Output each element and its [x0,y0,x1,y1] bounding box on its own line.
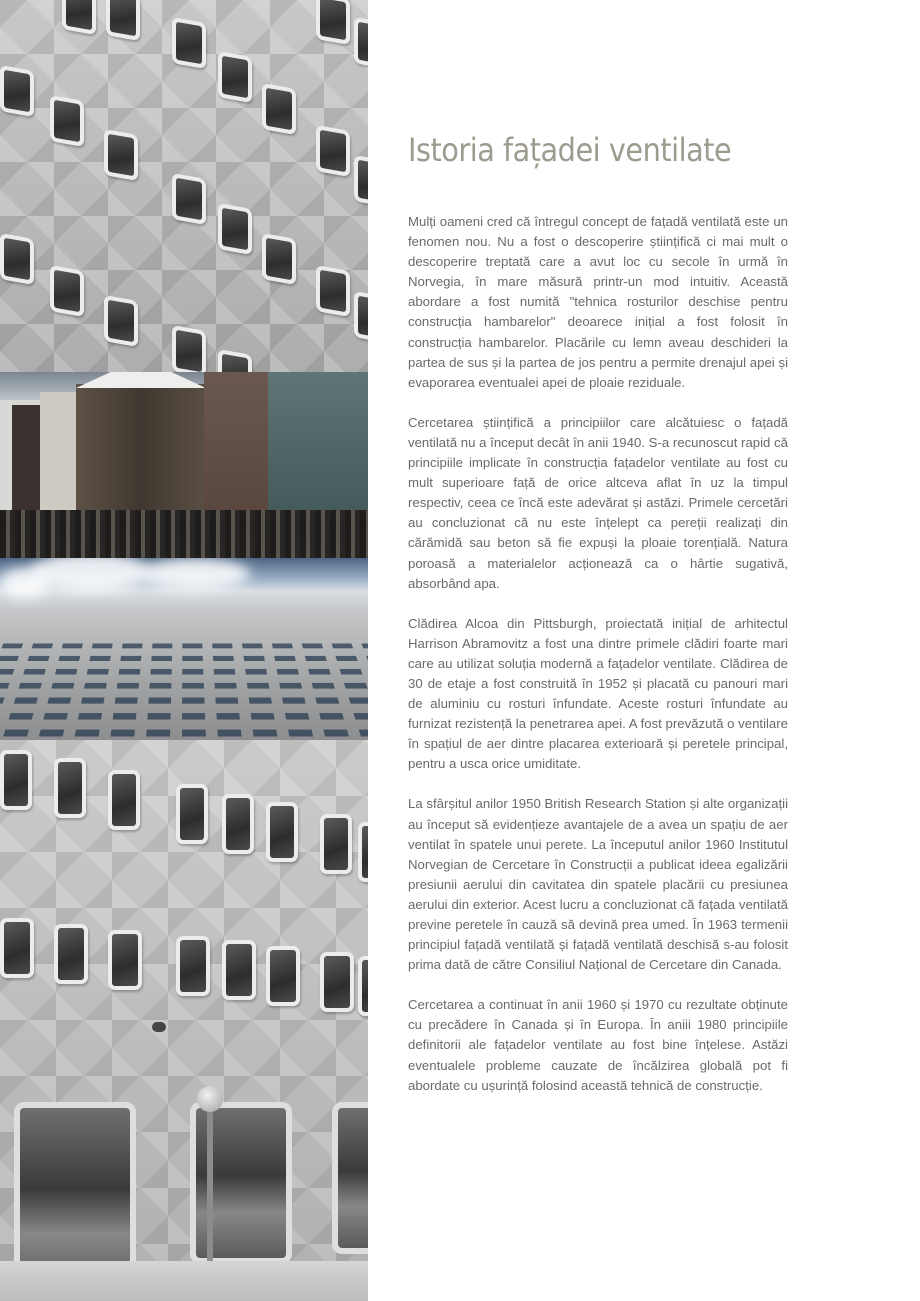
ground-facade-photo [0,740,368,1301]
skyscraper-photo [0,558,368,740]
photo-collage [0,0,368,1301]
paragraph-2: Cercetarea științifică a principiilor care alcătuiesc o fațadă ventilată nu a început decât în anii 1940. S-a recunoscut rapid că principiile implicate în construcția fațadelor ventilate au fost cu mult superioare față de orice altceva aflat în uz la timpul respectiv, ceea ce încă este adevărat și astăzi. Primele cercetări au concluzionat că nu este înțelept ca pereții realizați din cărămidă sau beton să fie expuși la ploaie torențială. Natura poroasă a materialelor acționează ca o hârtie sugativă, absorbând apa. [408,414,788,591]
paragraph-3: Clădirea Alcoa din Pittsburgh, proiectată inițial de arhitectul Harrison Abramovitz a fost una dintre primele clădiri foarte mari care au utilizat soluția modernă a fațadelor ventilate. Clădirea de 30 de etaje a fost construită în 1952 și placată cu panouri mari de aluminiu cu rosturi înfundate. Aceste rosturi înfundate au furnizat rezistență la penetrarea apei. A fost prevăzută o ventilare în spațiul de aer dintre placarea exterioară și peretele principal, pentru a usca orice umiditate. [408,615,788,772]
paragraph-4: La sfârșitul anilor 1950 British Research Station și alte organizații au început să evidențieze avantajele de a avea un spațiu de aer ventilat în spatele unui perete. La începutul anilor 1960 Institutul Norvegian de Cercetare în Construcții a publicat ideea egalizării presiunii aerului din cavitatea din spatele placării cu presiunea aerului din exterior. Acest lucru a concluzionat că fațada ventilată previne peretele în cauză să devină prea umed. În 1963 termenii principiul fațadă ventilată și fațadă ventilată deschisă s-au folosit prima dată de către Consiliul Național de Cercetare din Canada. [408,796,788,973]
paragraph-5: Cercetarea a continuat în anii 1960 și 1970 cu rezultate obținute cu precădere în Canada și în Europa. În aniii 1980 principiile definitorii ale fațadelor ventilate au fost bine înțelese. Astăzi eventualele probleme cauzate de încălzirea globală pot fi abordate cu ușurință folosind această tehnică de construcție. [408,997,788,1093]
grey-facade-photo [0,0,368,372]
page-title: Istoria fațadei ventilate [408,131,732,169]
warehouses-photo [0,372,368,558]
paragraph-1: Mulți oameni cred că întregul concept de fațadă ventilată este un fenomen nou. Nu a fost o descoperire științifică ci mai mult o descoperire treptată care a avut loc cu secole în urmă în Norvegia, în mare măsură printr-un mod intuitiv. Această abordare a fost numită "tehnica rosturilor deschise pentru construcția hambarelor" deoarece inițial a fost folosit în construcția hambarelor. Placările cu lemn aveau deschideri la partea de sus și la partea de jos pentru a permite drenajul apei și evaporarea eventualei apei de ploaie reziduale. [408,214,788,390]
article [408,130,788,1096]
